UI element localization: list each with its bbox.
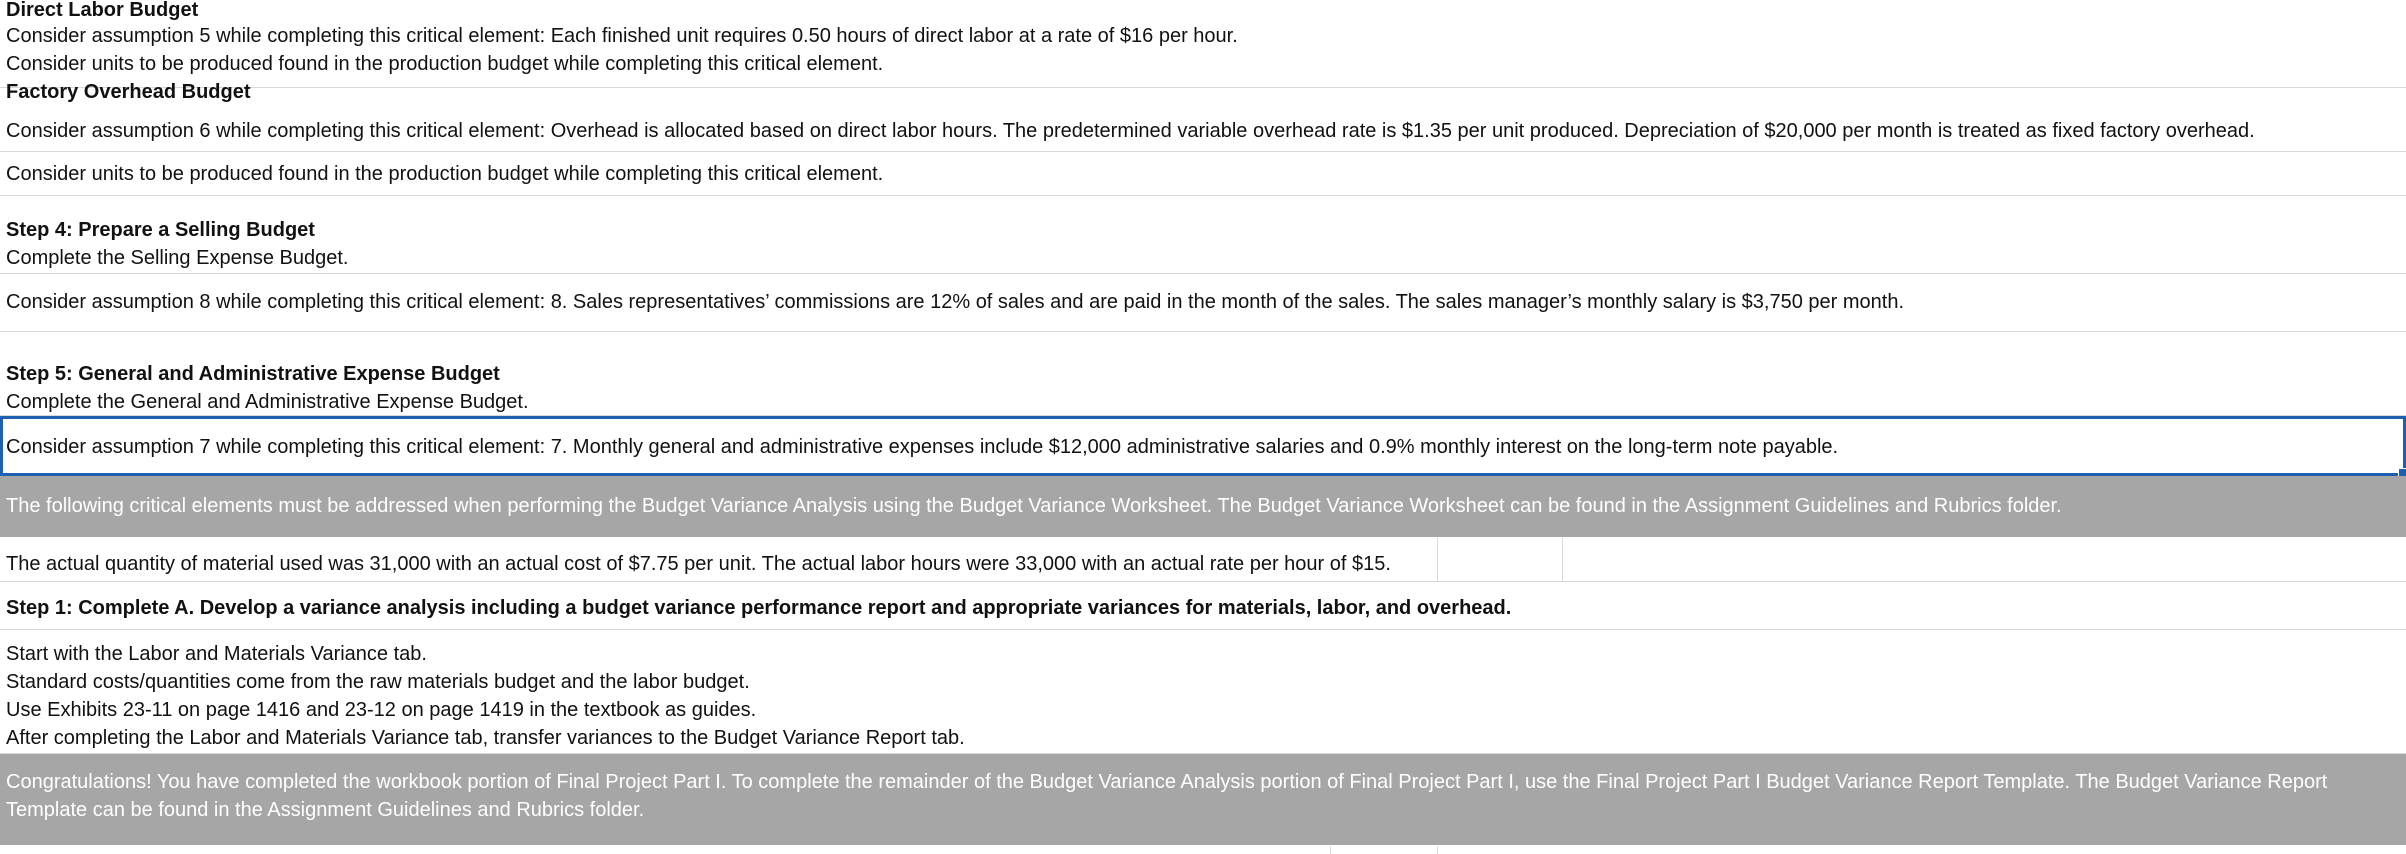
factory-overhead-title-row[interactable] [0,78,2406,106]
variance-banner-row[interactable] [0,476,2406,538]
step4-line2-row[interactable] [0,274,2406,332]
variance-step1-lines-row[interactable] [0,630,2406,754]
direct-labor-row[interactable] [0,0,2406,88]
factory-overhead-line1: Consider assumption 6 while completing this critical element: Overhead is allocated based on direct labor hours. The predetermined variable overhead rate is $1.35 per unit produced. Depreciation of $20,000 per month is treated as fixed factory overhead. [6,120,2255,142]
variance-step1-line3: Use Exhibits 23-11 on page 1416 and 23-12 on page 1419 in the textbook as guides. [6,699,757,721]
step4-row[interactable] [0,196,2406,274]
variance-step1-title: Step 1: Complete A. Develop a variance analysis including a budget variance performance report and appropriate variances for materials, labor, and overhead. [6,597,1512,619]
selected-cell[interactable] [0,416,2406,476]
empty-row[interactable] [0,846,2406,854]
direct-labor-line2: Consider units to be produced found in the production budget while completing this critical element. [6,53,884,75]
direct-labor-line1: Consider assumption 5 while completing this critical element: Each finished unit requires 0.50 hours of direct labor at a rate of $16 per hour. [6,25,1238,47]
step5-title: Step 5: General and Administrative Expense Budget [6,363,500,385]
factory-overhead-line2: Consider units to be produced found in the production budget while completing this critical element. [6,163,884,185]
step5-line1: Complete the General and Administrative Expense Budget. [6,391,529,413]
variance-step1-title-row[interactable] [0,582,2406,630]
factory-overhead-title: Factory Overhead Budget [6,81,251,103]
column-divider [1437,538,1438,581]
actual-quantity-row[interactable] [0,538,2406,582]
step5-line2: Consider assumption 7 while completing this critical element: 7. Monthly general and administrative expenses include $12,000 administrative salaries and 0.9% monthly interest on the long-term note payable. [6,436,1839,458]
factory-overhead-line1-row[interactable] [0,108,2406,152]
column-divider [1330,846,1331,854]
congrats-banner: Congratulations! You have completed the workbook portion of Final Project Part I. To complete the remainder of the Budget Variance Analysis portion of Final Project Part I, use the Final Project Part I Budget Variance Report Template. The Budget Variance Report Template can be found in the Assignment Guidelines and Rubrics folder. [6,771,2328,821]
step4-line2: Consider assumption 8 while completing this critical element: 8. Sales representatives’ commissions are 12% of sales and are paid in the month of the sales. The sales manager’s monthly salary is $3,750 per month. [6,291,1904,313]
variance-banner: The following critical elements must be addressed when performing the Budget Variance Analysis using the Budget Variance Worksheet. The Budget Variance Worksheet can be found in the Assignment Guidelines and Rubrics folder. [6,495,2062,517]
variance-step1-line1: Start with the Labor and Materials Variance tab. [6,643,427,665]
direct-labor-title: Direct Labor Budget [6,0,199,21]
step4-title: Step 4: Prepare a Selling Budget [6,219,315,241]
variance-step1-line2: Standard costs/quantities come from the raw materials budget and the labor budget. [6,671,750,693]
step5-row[interactable] [0,332,2406,416]
actual-quantity: The actual quantity of material used was 31,000 with an actual cost of $7.75 per unit. The actual labor hours were 33,000 with an actual rate per hour of $15. [6,553,1391,575]
column-divider [1562,538,1563,581]
column-divider [1437,846,1438,854]
congrats-banner-row[interactable] [0,754,2406,846]
factory-overhead-line2-row[interactable] [0,152,2406,196]
step4-line1: Complete the Selling Expense Budget. [6,247,349,269]
variance-step1-line4: After completing the Labor and Materials Variance tab, transfer variances to the Budget Variance Report tab. [6,727,965,749]
